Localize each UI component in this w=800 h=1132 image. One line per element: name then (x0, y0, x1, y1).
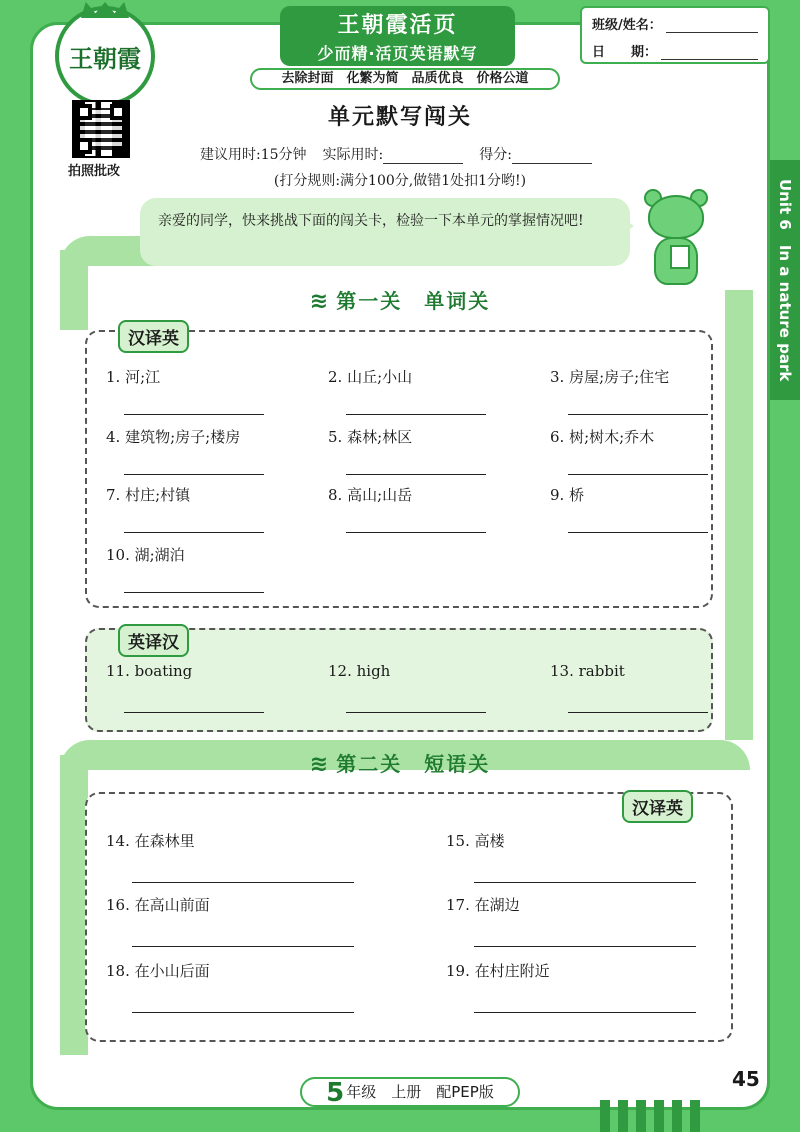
answer-line[interactable] (124, 532, 264, 533)
wave-icon: ≋ (309, 289, 331, 314)
answer-line[interactable] (346, 414, 486, 415)
book-icon (670, 245, 690, 269)
phrase-item: 17. 在湖边 (446, 896, 520, 914)
en-to-cn-tag: 英译汉 (118, 624, 189, 657)
score-field[interactable] (512, 150, 592, 164)
word-item: 12. high (328, 662, 391, 680)
actual-time-field[interactable] (383, 150, 463, 164)
answer-line[interactable] (124, 592, 264, 593)
date-row (592, 41, 758, 60)
word-item: 8. 高山;山岳 (328, 486, 413, 504)
word-item: 5. 森林;林区 (328, 428, 413, 446)
page-number: 45 (732, 1067, 760, 1091)
phrase-tag: 汉译英 (622, 790, 693, 823)
decorative-stripes (600, 1100, 700, 1132)
class-name-row (592, 14, 758, 33)
word-item: 7. 村庄;村镇 (106, 486, 191, 504)
brand-title: 王朝霞活页 (337, 13, 458, 38)
answer-line[interactable] (346, 532, 486, 533)
slogan-bar: 去除封面 化繁为简 品质优良 价格公道 (250, 68, 560, 90)
word-item: 2. 山丘;小山 (328, 368, 413, 386)
answer-line[interactable] (346, 712, 486, 713)
brand-logo (55, 6, 155, 106)
class-name-field[interactable] (666, 21, 758, 33)
level2-title-text: 第二关 短语关 (336, 752, 491, 776)
answer-line[interactable] (346, 474, 486, 475)
brand-banner (280, 6, 515, 66)
logo-text: 王朝霞 (69, 44, 141, 73)
answer-line[interactable] (568, 532, 708, 533)
answer-line[interactable] (474, 946, 696, 947)
time-row (200, 144, 592, 164)
answer-line[interactable] (474, 1012, 696, 1013)
phrase-item: 15. 高楼 (446, 832, 505, 850)
class-name-label: 班级/姓名： (592, 18, 662, 33)
level1-title (0, 285, 800, 314)
brand-subtitle: 少而精·活页英语默写 (317, 44, 478, 63)
grade-footer (300, 1077, 520, 1107)
answer-line[interactable] (568, 414, 708, 415)
answer-line[interactable] (132, 1012, 354, 1013)
intro-speech-bubble: 亲爱的同学，快来挑战下面的闯关卡，检验一下本单元的掌握情况吧! (140, 198, 630, 266)
word-item: 13. rabbit (550, 662, 625, 680)
qr-label: 拍照批改 (68, 164, 121, 179)
answer-line[interactable] (474, 882, 696, 883)
bear-mascot-icon (640, 185, 710, 295)
bear-head (648, 195, 704, 239)
path-band-left-lower (60, 755, 88, 1055)
answer-line[interactable] (568, 712, 708, 713)
phrase-item: 19. 在村庄附近 (446, 962, 550, 980)
word-item: 10. 湖;湖泊 (106, 546, 185, 564)
phrase-item: 16. 在高山前面 (106, 896, 210, 914)
wave-icon: ≋ (309, 752, 331, 777)
crown-icon (81, 2, 129, 18)
answer-line[interactable] (132, 946, 354, 947)
path-band-right (725, 290, 753, 740)
word-item: 6. 树;树木;乔木 (550, 428, 655, 446)
grade-text: 年级 上册 配PEP版 (346, 1083, 494, 1101)
actual-time-label: 实际用时: (322, 147, 384, 163)
word-item: 4. 建筑物;房子;楼房 (106, 428, 241, 446)
phrase-item: 18. 在小山后面 (106, 962, 210, 980)
word-item: 3. 房屋;房子;住宅 (550, 368, 670, 386)
answer-line[interactable] (124, 712, 264, 713)
answer-line[interactable] (132, 882, 354, 883)
page-title: 单元默写闯关 (327, 105, 472, 130)
scoring-rule: (打分规则:满分100分,做错1处扣1分哟!) (273, 173, 527, 189)
answer-line[interactable] (124, 414, 264, 415)
level1-title-text: 第一关 单词关 (336, 289, 491, 313)
answer-line[interactable] (568, 474, 708, 475)
answer-line[interactable] (124, 474, 264, 475)
unit-side-tab: Unit 6 In a nature park (770, 160, 800, 400)
phrase-item: 14. 在森林里 (106, 832, 195, 850)
word-item: 11. boating (106, 662, 193, 680)
grade-number: 5 (326, 1078, 345, 1108)
word-item: 1. 河;江 (106, 368, 161, 386)
level2-title (0, 748, 800, 777)
word-item: 9. 桥 (550, 486, 585, 504)
date-field[interactable] (661, 48, 758, 60)
suggested-time: 建议用时:15分钟 (200, 147, 307, 163)
date-label: 日 期： (592, 45, 658, 60)
qr-corner (76, 138, 92, 154)
score-label: 得分: (479, 147, 512, 163)
name-date-box (580, 6, 770, 64)
cn-to-en-tag: 汉译英 (118, 320, 189, 353)
